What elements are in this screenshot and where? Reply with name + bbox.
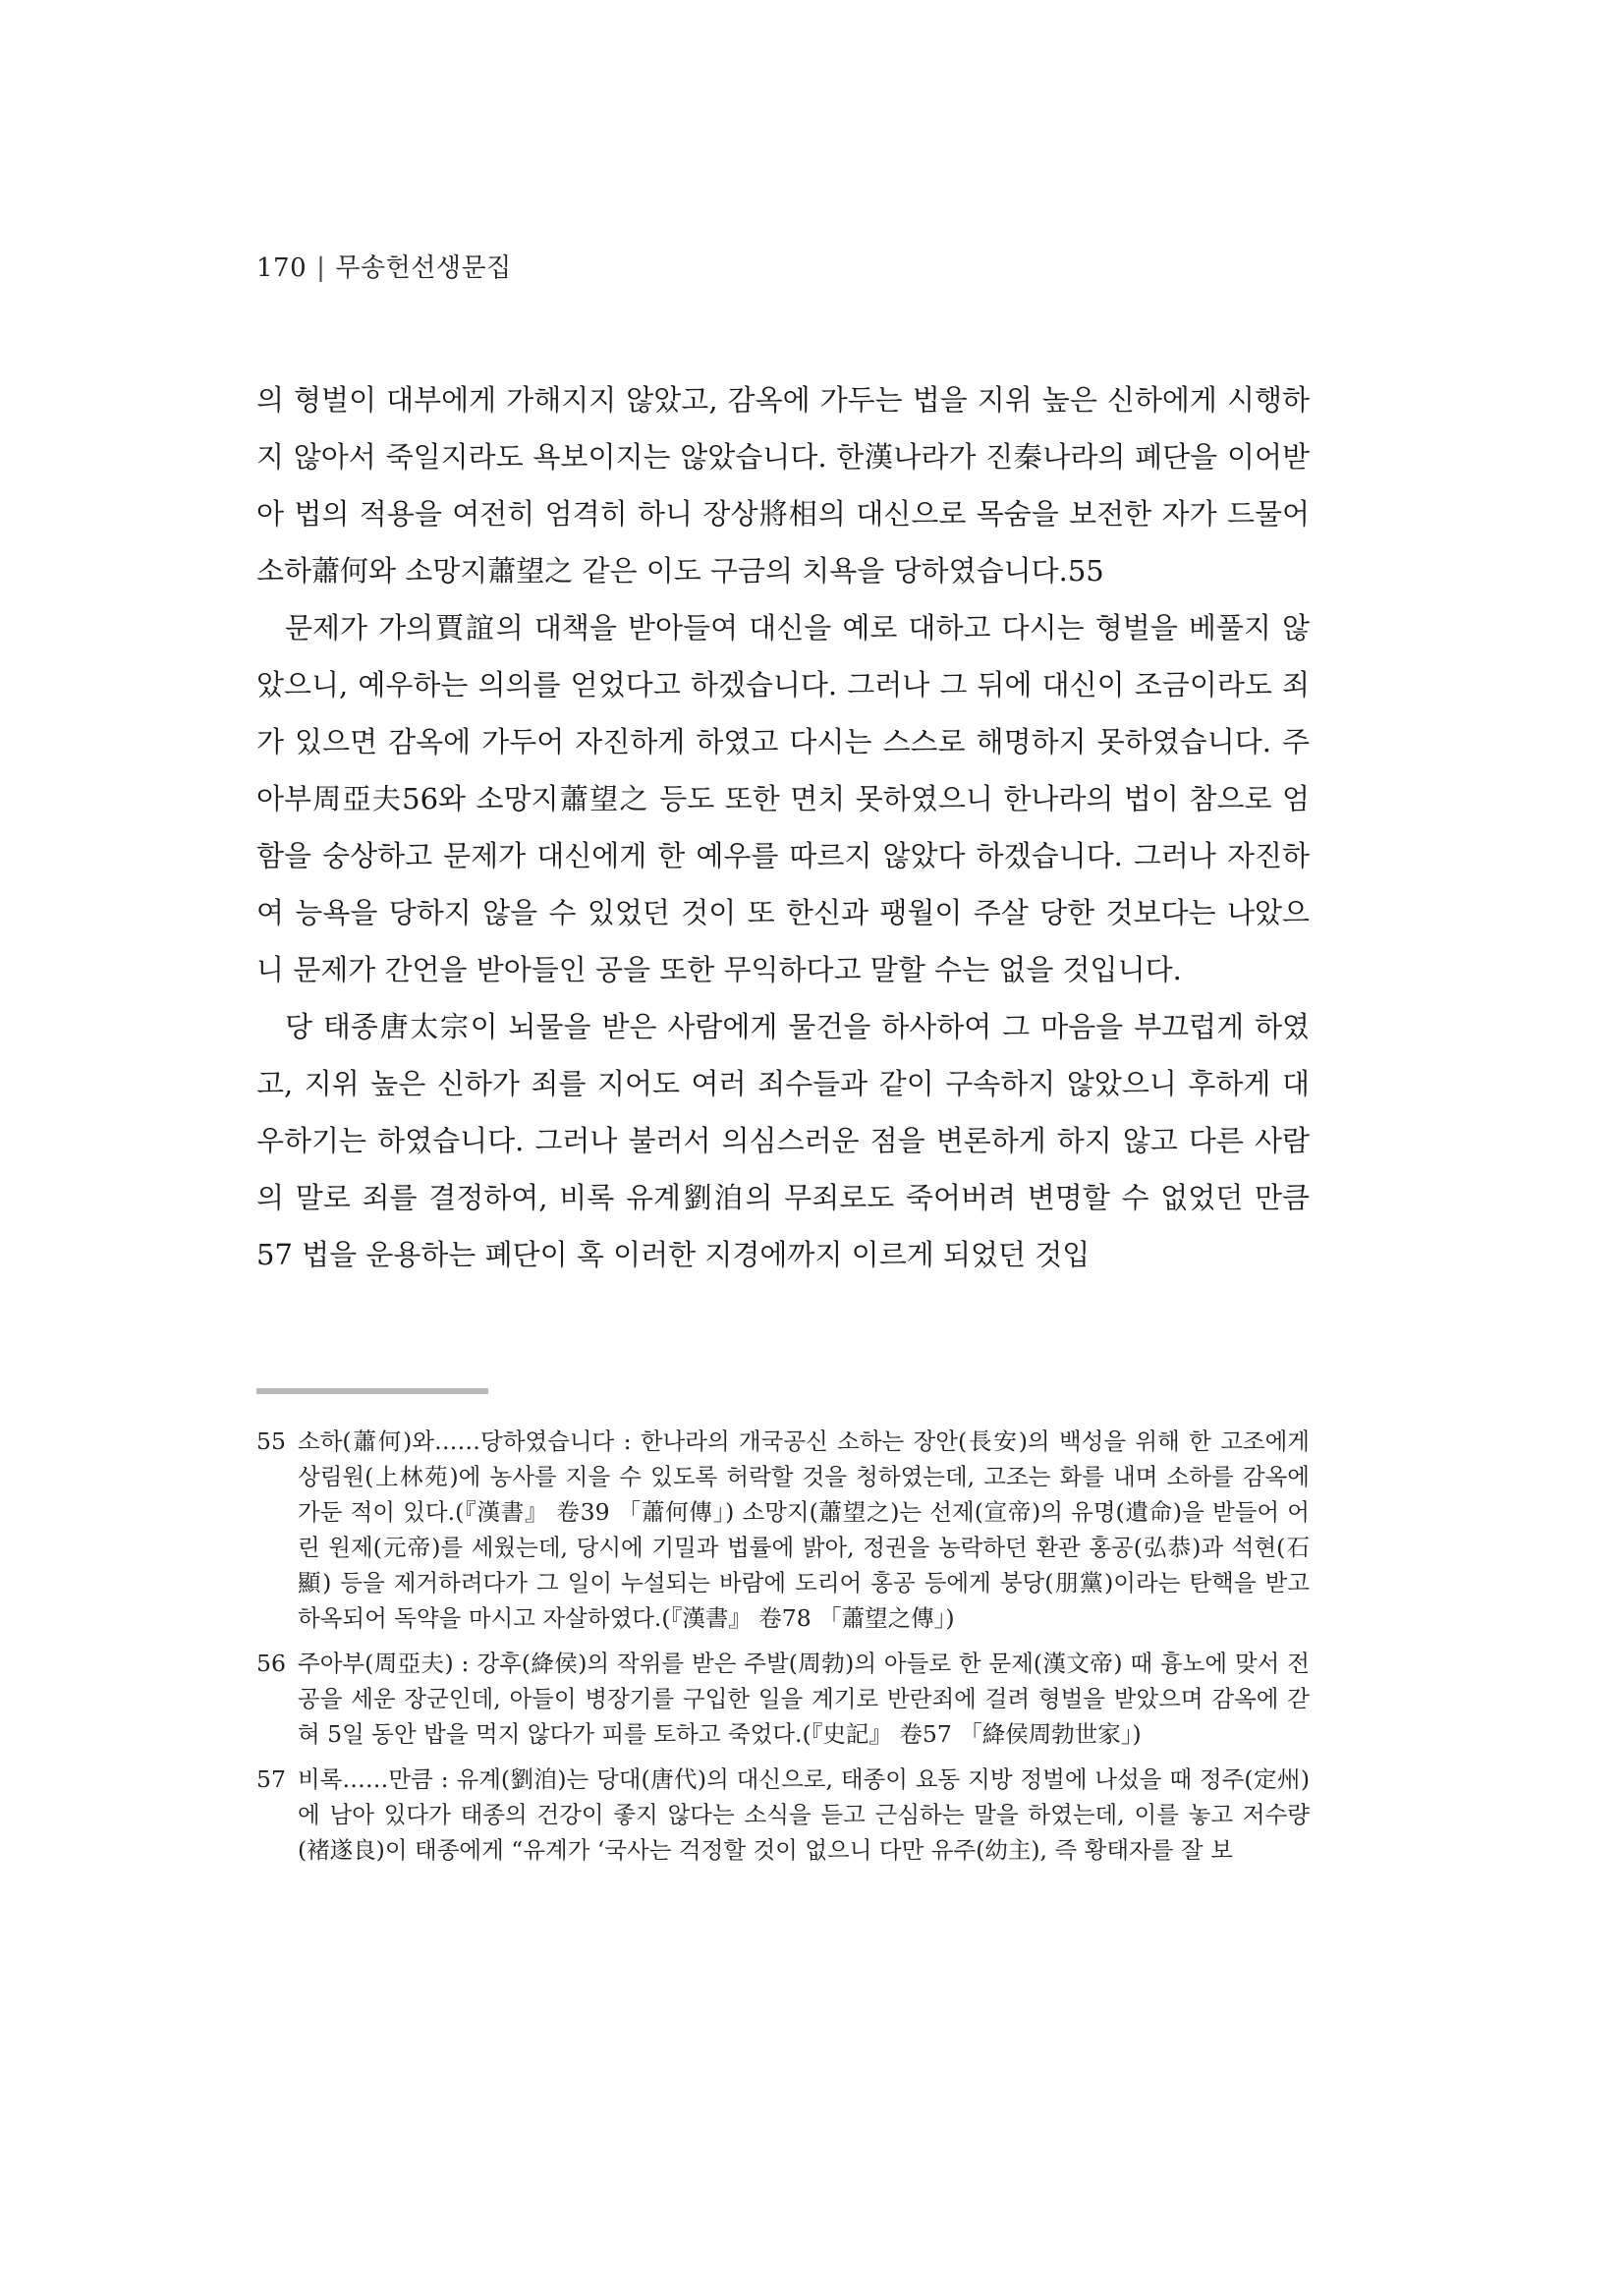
footnote-divider <box>256 1388 488 1394</box>
footnote <box>256 1424 1310 1636</box>
footnote <box>256 1762 1310 1868</box>
footnote-text: 주아부(周亞夫) : 강후(絳侯)의 작위를 받은 주발(周勃)의 아들로 한 문제(漢文帝) 때 흉노에 맞서 전공을 세운 장군인데, 아들이 병장기를 구입한 일을 계기로 반란죄에 걸려 형벌을 받았으며 감옥에 갇혀 5일 동안 밥을 먹지 않다가 피를 토하고 죽었다.(『史記』 卷57 「絳侯周勃世家」) <box>298 1650 1310 1748</box>
footnotes <box>256 1424 1310 1877</box>
book-title: 무송헌선생문집 <box>335 253 512 283</box>
footnote-number: 55 <box>256 1428 286 1455</box>
footnote-number: 56 <box>256 1650 286 1677</box>
running-head <box>256 248 512 284</box>
footnote-number: 57 <box>256 1765 286 1793</box>
paragraph: 문제가 가의賈誼의 대책을 받아들여 대신을 예로 대하고 다시는 형벌을 베풀지 않았으니, 예우하는 의의를 얻었다고 하겠습니다. 그러나 그 뒤에 대신이 조금이라도 죄가 있으면 감옥에 가두어 자진하게 하였고 다시는 스스로 해명하지 못하였습니다. 주아부周亞夫56와 소망지蕭望之 등도 또한 면치 못하였으니 한나라의 법이 참으로 엄함을 숭상하고 문제가 대신에게 한 예우를 따르지 않았다 하겠습니다. 그러나 자진하여 능욕을 당하지 않을 수 있었던 것이 또 한신과 팽월이 주살 당한 것보다는 나았으니 문제가 간언을 받아들인 공을 또한 무익하다고 말할 수는 없을 것입니다. <box>256 611 1310 986</box>
page-number: 170 <box>256 253 308 283</box>
body-text <box>256 371 1310 1283</box>
footnote-text: 비록……만큼 : 유계(劉洎)는 당대(唐代)의 대신으로, 태종이 요동 지방 정벌에 나섰을 때 정주(定州)에 남아 있다가 태종의 건강이 좋지 않다는 소식을 듣고 근심하는 말을 하였는데, 이를 놓고 저수량(褚遂良)이 태종에게 “유계가 ‘국사는 걱정할 것이 없으니 다만 유주(幼主), 즉 황태자를 잘 보 <box>298 1765 1310 1864</box>
footnote <box>256 1646 1310 1752</box>
paragraph: 당 태종唐太宗이 뇌물을 받은 사람에게 물건을 하사하여 그 마음을 부끄럽게 하였고, 지위 높은 신하가 죄를 지어도 여러 죄수들과 같이 구속하지 않았으니 후하게 대우하기는 하였습니다. 그러나 불러서 의심스러운 점을 변론하게 하지 않고 다른 사람의 말로 죄를 결정하여, 비록 유계劉洎의 무죄로도 죽어버려 변명할 수 없었던 만큼57 법을 운용하는 폐단이 혹 이러한 지경에까지 이르게 되었던 것입 <box>256 1010 1310 1271</box>
footnote-text: 소하(蕭何)와……당하였습니다 : 한나라의 개국공신 소하는 장안(長安)의 백성을 위해 한 고조에게 상림원(上林苑)에 농사를 지을 수 있도록 허락할 것을 청하였는데, 고조는 화를 내며 소하를 감옥에 가둔 적이 있다.(『漢書』 卷39 「蕭何傳」) 소망지(蕭望之)는 선제(宣帝)의 유명(遺命)을 받들어 어린 원제(元帝)를 세웠는데, 당시에 기밀과 법률에 밝아, 정권을 농락하던 환관 홍공(弘恭)과 석현(石顯) 등을 제거하려다가 그 일이 누설되는 바람에 도리어 홍공 등에게 붕당(朋黨)이라는 탄핵을 받고 하옥되어 독약을 마시고 자살하였다.(『漢書』 卷78 「蕭望之傳」) <box>298 1428 1310 1632</box>
paragraph: 의 형벌이 대부에게 가해지지 않았고, 감옥에 가두는 법을 지위 높은 신하에게 시행하지 않아서 죽일지라도 욕보이지는 않았습니다. 한漢나라가 진秦나라의 폐단을 이어받아 법의 적용을 여전히 엄격히 하니 장상將相의 대신으로 목숨을 보전한 자가 드물어 소하蕭何와 소망지蕭望之 같은 이도 구금의 치욕을 당하였습니다.55 <box>256 383 1310 588</box>
header-separator: | <box>316 253 326 283</box>
